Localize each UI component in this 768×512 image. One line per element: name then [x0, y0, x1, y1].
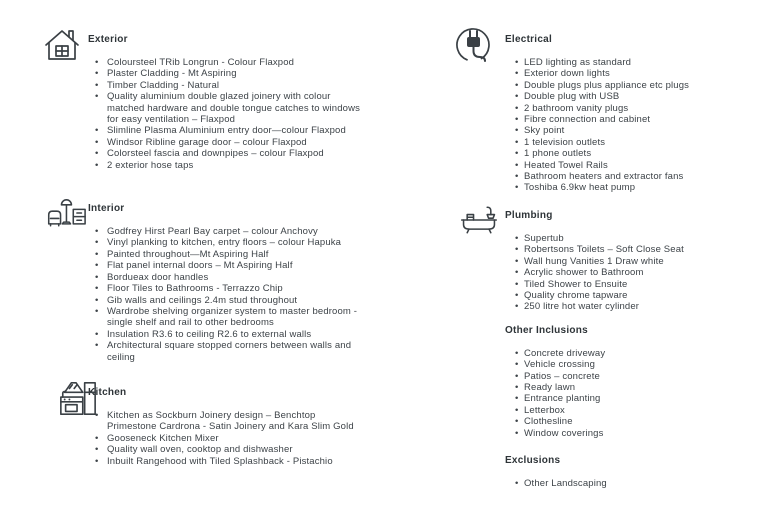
section-exclusions — [455, 451, 750, 489]
spec-item: • Colorsteel fascia and downpipes – colour Flaxpod — [42, 148, 364, 159]
section-electrical — [455, 30, 750, 194]
spec-item: • Inbuilt Rangehood with Tiled Splashback - Pistachio — [42, 456, 364, 467]
spec-item: • Slimline Plasma Aluminium entry door—colour Flaxpod — [42, 125, 364, 136]
spec-item: • Quality wall oven, cooktop and dishwasher — [42, 444, 364, 455]
spec-item: • Gib walls and ceilings 2.4m stud throughout — [42, 295, 364, 306]
spec-item: • Vinyl planking to kitchen, entry floors – colour Hapuka — [42, 237, 364, 248]
spec-item: • Architectural square stopped corners between walls and ceiling — [42, 340, 364, 363]
spec-item: • Bordueax door handles — [42, 272, 364, 283]
spec-item: • Heated Towel Rails — [455, 160, 750, 171]
spec-item: • Double plug with USB — [455, 91, 750, 102]
spec-item: • Robertsons Toilets – Soft Close Seat — [455, 244, 750, 255]
spec-list-exclusions — [455, 478, 750, 489]
section-title: Interior — [88, 203, 125, 215]
spec-item: • 2 exterior hose taps — [42, 160, 364, 171]
spec-item: • Window coverings — [455, 428, 750, 439]
spec-list-kitchen — [42, 410, 364, 467]
spec-item: • Patios – concrete — [455, 371, 750, 382]
spec-item: • Plaster Cladding - Mt Aspiring — [42, 68, 364, 79]
spec-item: • Bathroom heaters and extractor fans — [455, 171, 750, 182]
spec-item: • Fibre connection and cabinet — [455, 114, 750, 125]
spec-item: • Vehicle crossing — [455, 359, 750, 370]
spec-item: • Other Landscaping — [455, 478, 750, 489]
section-other-inclusions — [455, 321, 750, 439]
spec-item: • Tiled Shower to Ensuite — [455, 279, 750, 290]
spec-item: • Toshiba 6.9kw heat pump — [455, 182, 750, 193]
spec-item: • Coloursteel TRib Longrun - Colour Flaxpod — [42, 57, 364, 68]
spec-item: • Entrance planting — [455, 393, 750, 404]
spec-item: • Acrylic shower to Bathroom — [455, 267, 750, 278]
spec-item: • 2 bathroom vanity plugs — [455, 103, 750, 114]
section-title: Plumbing — [505, 209, 553, 221]
spec-list-electrical — [455, 57, 750, 194]
spec-item: • Clothesline — [455, 416, 750, 427]
spec-item: • Quality chrome tapware — [455, 290, 750, 301]
spec-item: • Wall hung Vanities 1 Draw white — [455, 256, 750, 267]
spec-list-exterior — [42, 57, 364, 171]
spec-item: • Windsor Ribline garage door – colour Flaxpod — [42, 137, 364, 148]
spec-list-interior — [42, 226, 364, 363]
spec-item: • Sky point — [455, 125, 750, 136]
spec-item: • Double plugs plus appliance etc plugs — [455, 80, 750, 91]
section-kitchen — [42, 383, 364, 467]
section-exterior — [42, 30, 364, 171]
spec-item: • 1 phone outlets — [455, 148, 750, 159]
spec-list-plumbing — [455, 233, 750, 313]
left-column — [42, 30, 364, 467]
section-title: Other Inclusions — [505, 324, 588, 336]
right-column — [455, 30, 750, 489]
spec-item: • Painted throughout—Mt Aspiring Half — [42, 249, 364, 260]
spec-item: • Supertub — [455, 233, 750, 244]
spec-item: • 250 litre hot water cylinder — [455, 301, 750, 312]
spec-item: • Concrete driveway — [455, 348, 750, 359]
section-title: Exterior — [88, 34, 128, 45]
section-title: Kitchen — [88, 386, 127, 398]
spec-item: • Quality aluminium double glazed joinery with colour matched hardware and double tongue catches to windows for easy ventilation – Flaxpod — [42, 91, 364, 125]
spec-item: • Floor Tiles to Bathrooms - Terrazzo Chip — [42, 283, 364, 294]
section-title: Exclusions — [505, 454, 561, 466]
spec-item: • Wardrobe shelving organizer system to master bedroom -single shelf and rail to other bedrooms — [42, 306, 364, 329]
spec-item: • Timber Cladding - Natural — [42, 80, 364, 91]
spec-item: • LED lighting as standard — [455, 57, 750, 68]
spec-item: • Ready lawn — [455, 382, 750, 393]
section-title: Electrical — [505, 34, 552, 45]
spec-item: • Godfrey Hirst Pearl Bay carpet – colour Anchovy — [42, 226, 364, 237]
section-plumbing — [455, 206, 750, 313]
spec-item: • 1 television outlets — [455, 137, 750, 148]
spec-item: • Exterior down lights — [455, 68, 750, 79]
spec-item: • Flat panel internal doors – Mt Aspiring Half — [42, 260, 364, 271]
spec-item: • Gooseneck Kitchen Mixer — [42, 433, 364, 444]
spec-item: • Kitchen as Sockburn Joinery design – Benchtop Primestone Cardrona - Satin Joinery and Kara Slim Gold — [42, 410, 364, 433]
spec-list-other-inclusions — [455, 348, 750, 439]
spec-item: • Letterbox — [455, 405, 750, 416]
spec-item: • Insulation R3.6 to ceiling R2.6 to external walls — [42, 329, 364, 340]
section-interior — [42, 199, 364, 363]
